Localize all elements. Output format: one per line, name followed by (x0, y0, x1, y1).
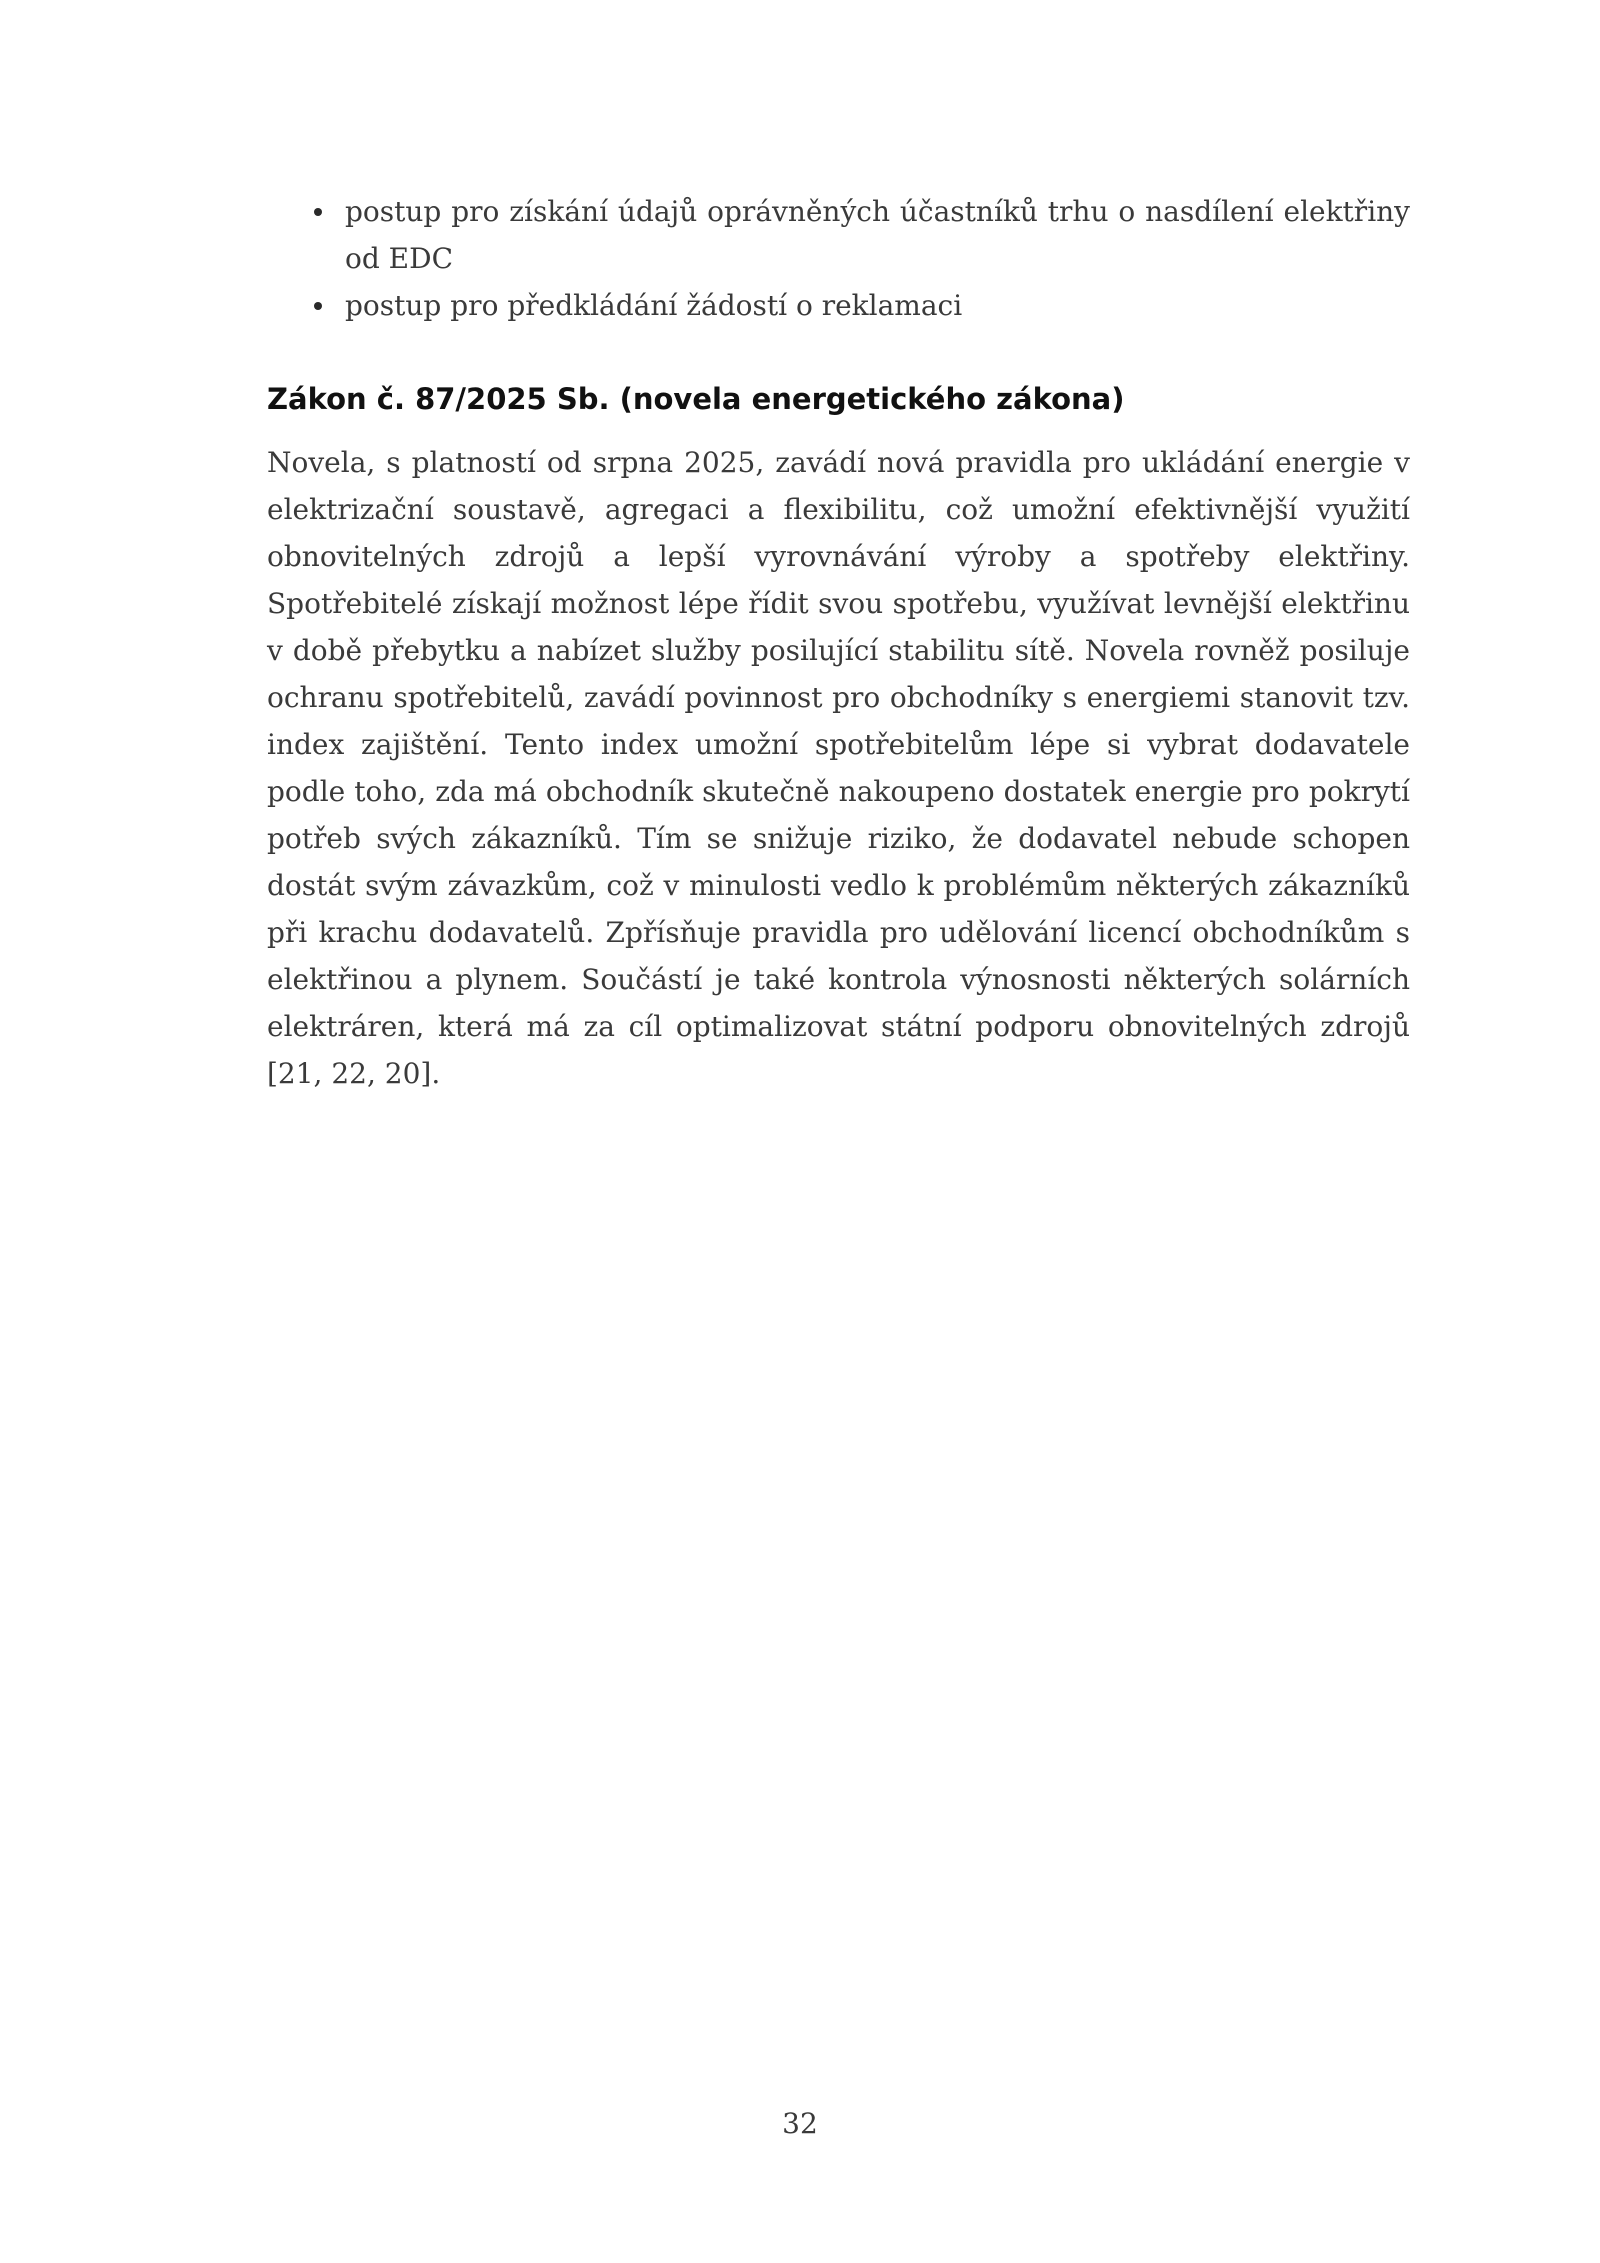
bullet-list (267, 188, 1410, 329)
page-number: 32 (782, 2107, 818, 2140)
bullet-icon (314, 208, 322, 216)
list-item (267, 188, 1410, 282)
section-heading: Zákon č. 87/2025 Sb. (novela energetického zákona) (267, 382, 1125, 416)
bullet-icon (314, 302, 322, 310)
list-item-text: postup pro předkládání žádostí o reklamaci (345, 289, 963, 322)
body-paragraph: Novela, s platností od srpna 2025, zavádí nová pravidla pro ukládání energie v elektrizační soustavě, agregaci a flexibilitu, což umožní efektivnější využití obnovitelných zdrojů a lepší vyrovnávání výroby a spotřeby elektřiny. Spotřebitelé získají možnost lépe řídit svou spotřebu, využívat levnější elektřinu v době přebytku a nabízet služby posilující stabilitu sítě. Novela rovněž posiluje ochranu spotřebitelů, zavádí povinnost pro obchodníky s energiemi stanovit tzv. index zajištění. Tento index umožní spotřebitelům lépe si vybrat dodavatele podle toho, zda má obchodník skutečně nakoupeno dostatek energie pro pokrytí potřeb svých zákazníků. Tím se snižuje riziko, že dodavatel nebude schopen dostát svým závazkům, což v minulosti vedlo k problémům některých zákazníků při krachu dodavatelů. Zpřísňuje pravidla pro udělování licencí obchodníkům s elektřinou a plynem. Součástí je také kontrola výnosnosti některých solárních elektráren, která má za cíl optimalizovat státní podporu obnovitelných zdrojů [21, 22, 20]. (267, 446, 1410, 1090)
page-content (267, 188, 1410, 1097)
list-item-text: postup pro získání údajů oprávněných účastníků trhu o nasdílení elektřiny od EDC (345, 195, 1410, 275)
list-item (267, 282, 1410, 329)
